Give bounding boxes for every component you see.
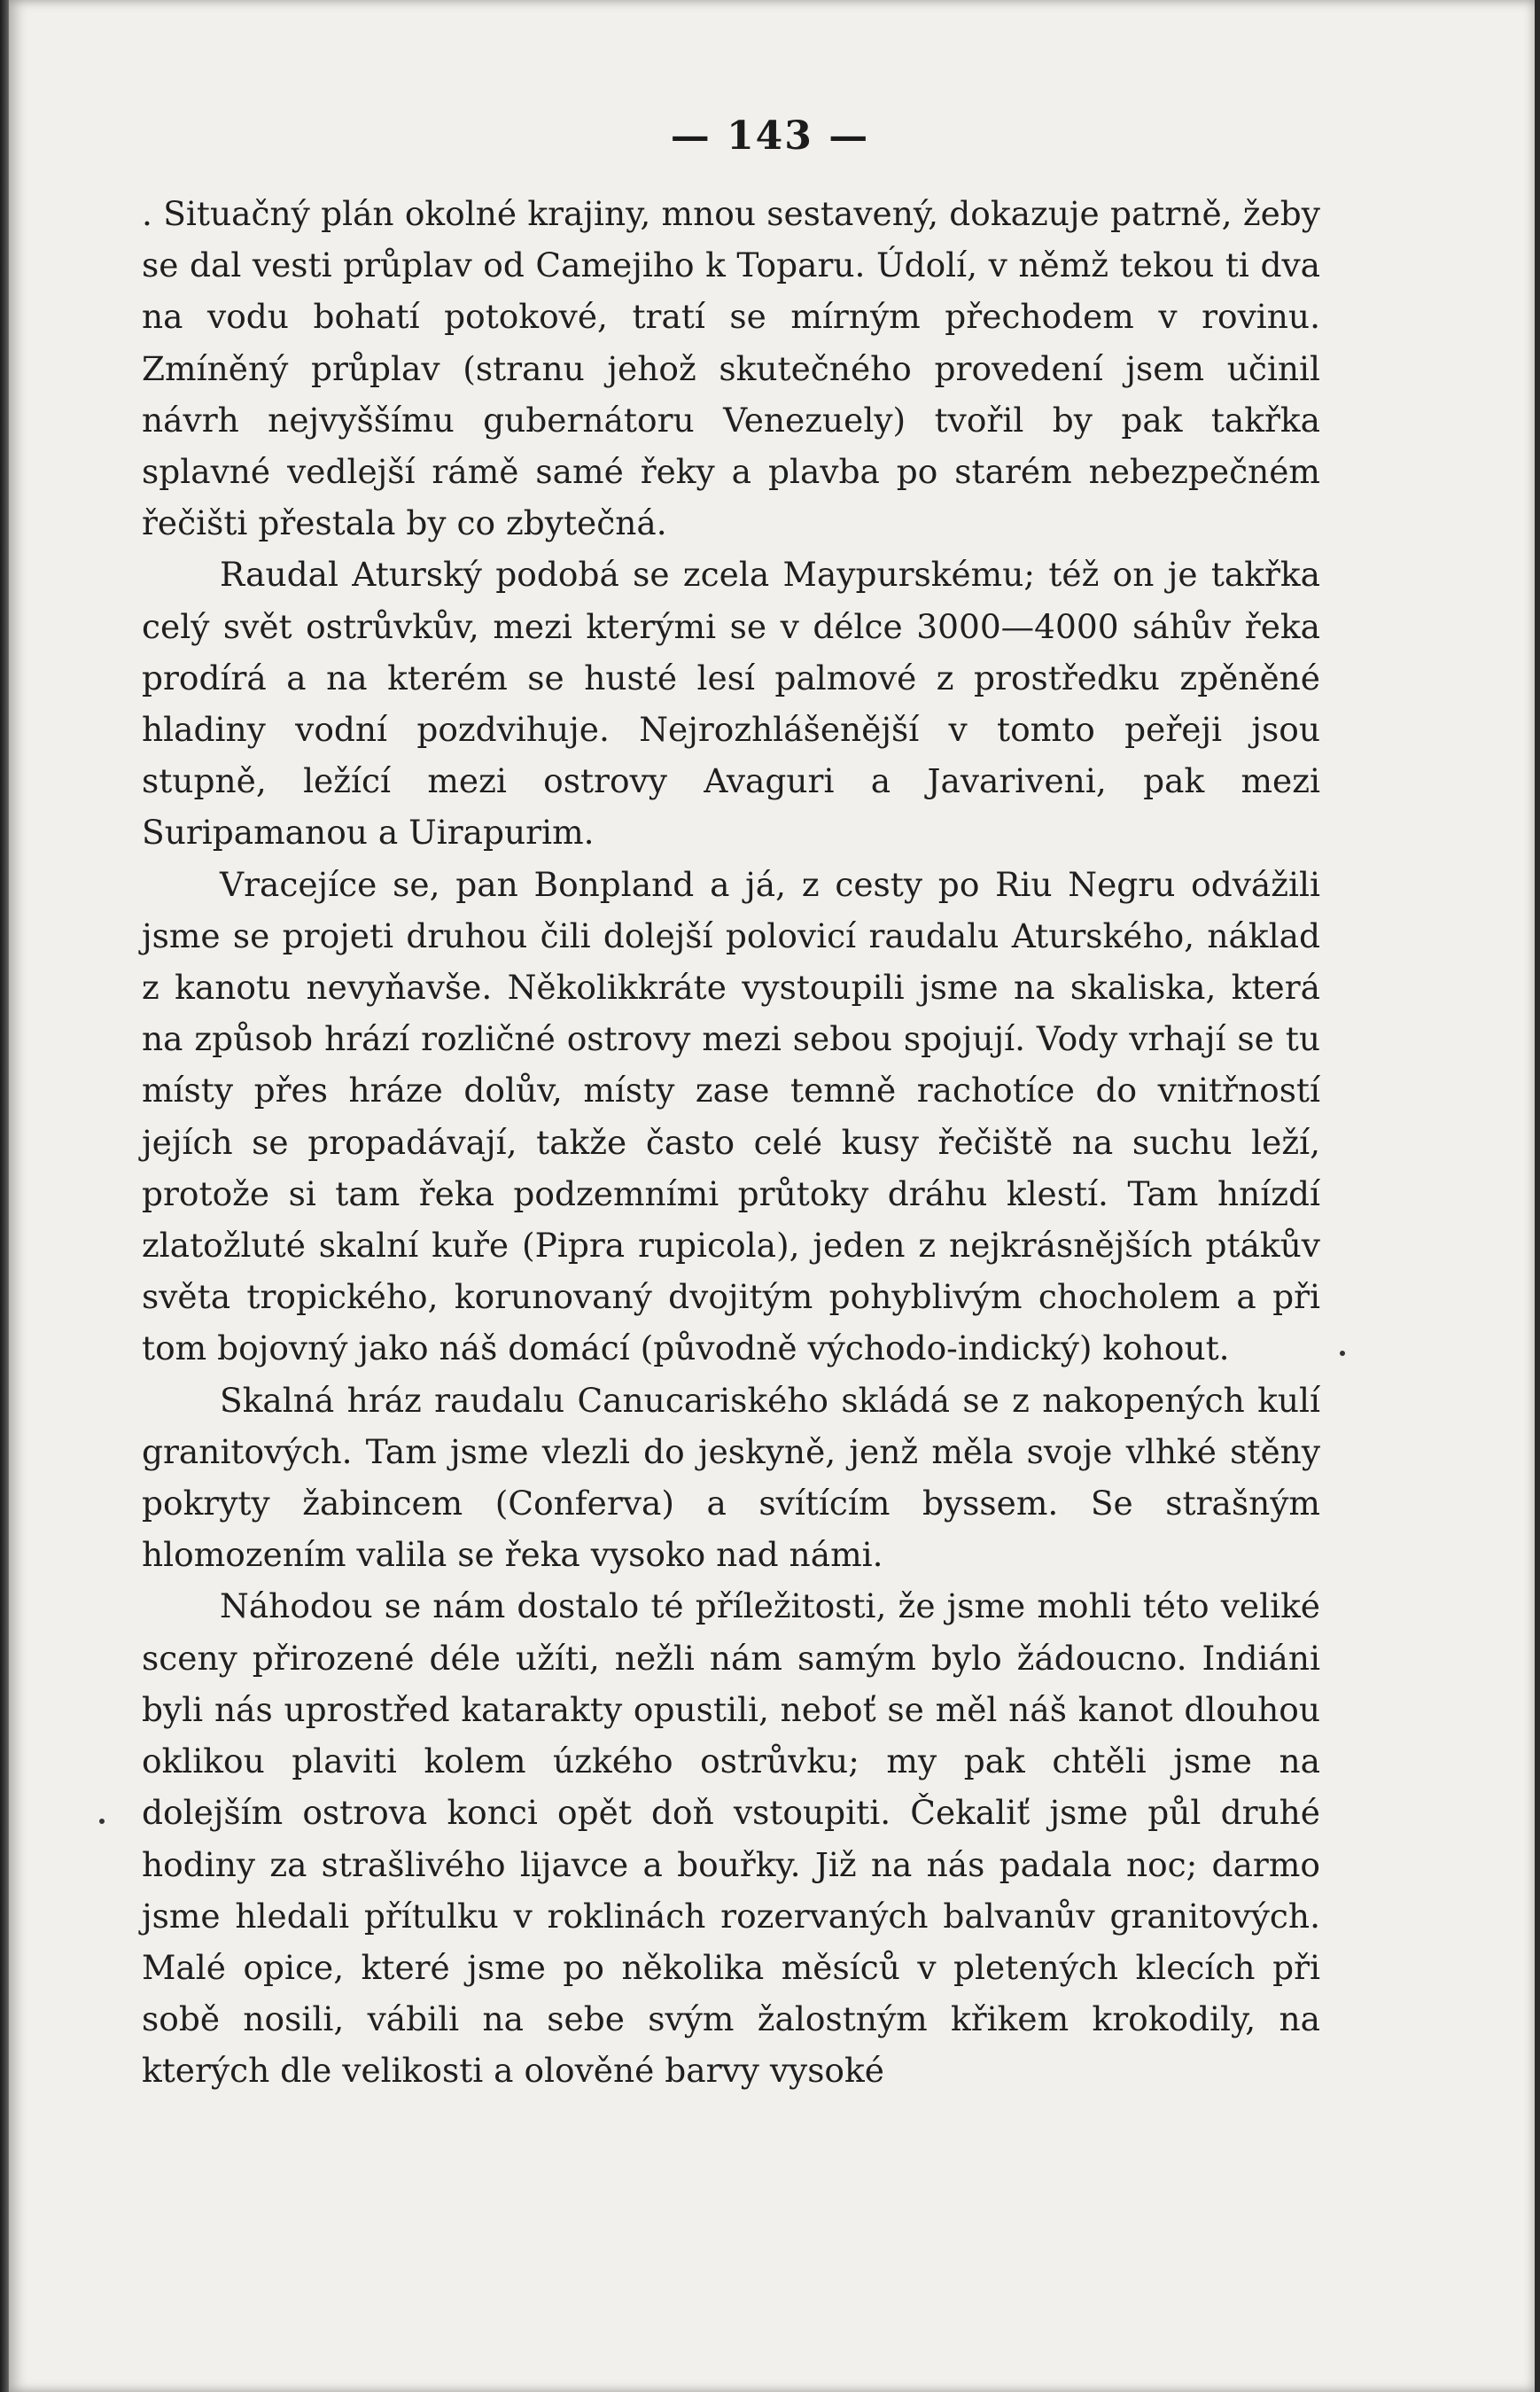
page-speck [1340,1351,1345,1356]
paragraph-4: Skalná hráz raudalu Canucariského skládá se z nakopených kulí granitových. Tam jsme vlezli do jeskyně, jenž měla svoje vlhké stěny pokryty žabincem (Conferva) a svítícím byssem. Se strašným hlomozením valila se řeka vysoko nad námi. [142,1380,1320,1575]
paragraph-3: Vracejíce se, pan Bonpland a já, z cesty po Riu Negru odvážili jsme se projeti druhou čili dolejší polovicí raudalu Aturského, náklad z kanotu nevyňavše. Několikkráte vystoupili jsme na skaliska, která na způsob hrází rozličné ostrovy mezi sebou spojují. Vody vrhají se tu místy přes hráze dolův, místy zase temně rachotíce do vnitřností jejích se propadávají, takže často celé kusy řečiště na suchu leží, protože si tam řeka podzemními průtoky dráhu klestí. Tam hnízdí zlatožluté skalní kuře (Pipra rupicola), jeden z nejkrásnějších ptákův světa tropického, korunovaný dvojitým pohyblivým chocholem a při tom bojovný jako náš domácí (původně východo-indický) kohout. [142,864,1320,1368]
page-number: — 143 — [670,113,870,159]
paragraph-5: Náhodou se nám dostalo té příležitosti, že jsme mohli této veliké sceny přirozené déle užíti, nežli nám samým bylo žádoucno. Indiáni byli nás uprostřed katarakty opustili, neboť se měl náš kanot dlouhou oklikou plaviti kolem úzkého ostrůvku; my pak chtěli jsme na dolejším ostrova konci opět doň vstoupiti. Čekaliť jsme půl druhé hodiny za strašlivého lijavce a bouřky. Již na nás padala noc; darmo jsme hledali přítulku v roklinách rozervaných balvanův granitových. Malé opice, které jsme po několika měsíců v pletených klecích při sobě nosili, vábili na sebe svým žalostným křikem krokodily, na kterých dle velikosti a olověné barvy vysoké [142,1586,1320,2091]
page-speck [99,1819,105,1824]
paragraph-1: . Situačný plán okolné krajiny, mnou sestavený, dokazuje patrně, žeby se dal vesti průplav od Camejiho k Toparu. Údolí, v němž tekou ti dva na vodu bohatí potokové, tratí se mírným přechodem v rovinu. Zmíněný průplav (stranu jehož skutečného provedení jsem učinil návrh nejvyššímu gubernátoru Venezuely) tvořil by pak takřka splavné vedlejší rámě samé řeky a plavba po starém nebezpečném řečišti přestala by co zbytečná. [142,194,1320,543]
body-text [142,188,1320,2097]
paragraph-2: Raudal Aturský podobá se zcela Maypurskému; též on je takřka celý svět ostrůvkův, mezi kterými se v délce 3000—4000 sáhův řeka prodírá a na kterém se husté lesí palmové z prostředku zpěněné hladiny vodní pozdvihuje. Nejrozhlášenější v tomto peřeji jsou stupně, ležící mezi ostrovy Avaguri a Javariveni, pak mezi Suripamanou a Uirapurim. [142,555,1320,853]
